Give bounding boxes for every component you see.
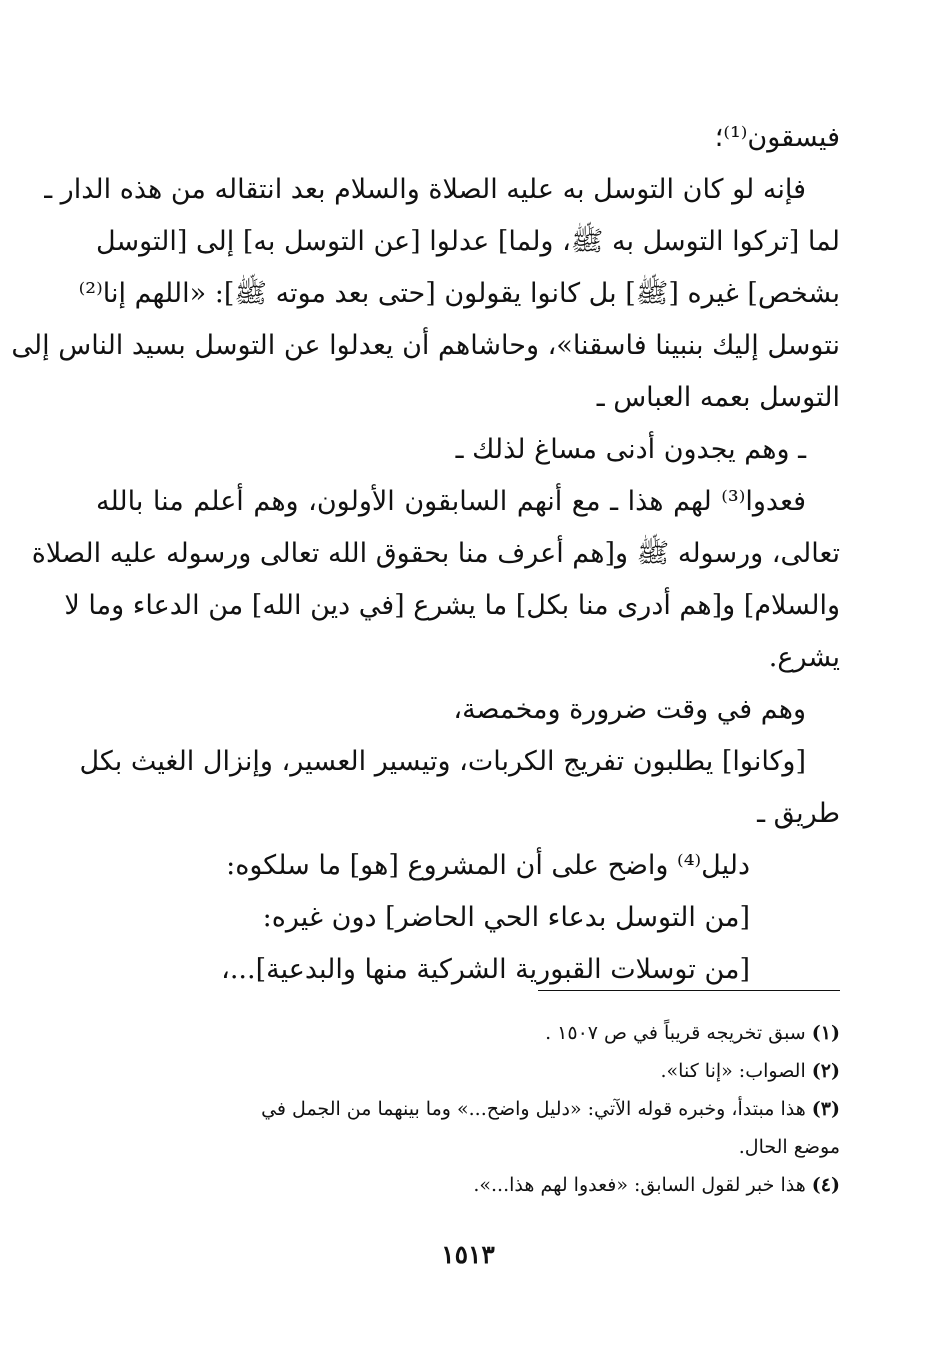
footnotes	[96, 1014, 840, 1204]
body-line-16: [من التوسل بدعاء الحي الحاضر] دون غيره:	[262, 902, 750, 933]
body-line-8: فعدوا⁽³⁾ لهم هذا ـ مع أنهم السابقون الأولون، وهم أعلم منا بالله	[96, 486, 806, 517]
body-line-6: التوسل بعمه العباس ـ	[596, 382, 840, 413]
page-number: ١٥١٣	[441, 1240, 495, 1269]
footnote-separator	[538, 990, 840, 991]
footnote-text: هذا مبتدأ، وخبره قوله الآتي: «دليل واضح...» وما بينهما من الجمل في	[261, 1098, 806, 1120]
footnote-text: هذا خبر لقول السابق: «فعدوا لهم هذا...».	[473, 1174, 806, 1196]
body-line-13: [وكانوا] يطلبون تفريج الكربات، وتيسير العسير، وإنزال الغيث بكل	[79, 746, 806, 777]
footnote-1	[96, 1014, 840, 1052]
footnote-number: (٣)	[811, 1098, 840, 1120]
body-line-10: والسلام] و[هم أدرى منا بكل] ما يشرع [في دين الله] من الدعاء وما لا	[64, 590, 840, 621]
body-line-3: لما [تركوا التوسل به ﷺ، ولما] عدلوا [عن التوسل به] إلى [التوسل	[96, 226, 840, 257]
footnote-text: الصواب: «إنا كنا».	[660, 1060, 806, 1082]
body-line-15: دليل⁽⁴⁾ واضح على أن المشروع [هو] ما سلكوه:	[226, 850, 750, 881]
footnote-number: (١)	[811, 1022, 840, 1044]
body-line-4: بشخص] غيره [ﷺ] بل كانوا يقولون [حتى بعد موته ﷺ]: «اللهم إنا⁽²⁾	[78, 278, 840, 309]
footnote-text: سبق تخريجه قريباً في ص ١٥٠٧ .	[545, 1022, 806, 1044]
body-line-12: وهم في وقت ضرورة ومخمصة،	[453, 694, 806, 725]
footnote-4	[96, 1166, 840, 1204]
footnote-number: (٤)	[811, 1174, 840, 1196]
footnote-2	[96, 1052, 840, 1090]
body-line-2: فإنه لو كان التوسل به عليه الصلاة والسلام بعد انتقاله من هذه الدار ـ	[44, 174, 806, 205]
footnote-3	[96, 1090, 840, 1128]
main-text	[11, 112, 840, 996]
body-line-17: [من توسلات القبورية الشركية منها والبدعية]...،	[221, 954, 750, 985]
body-line-1: فيسقون⁽¹⁾؛	[714, 122, 840, 153]
footnote-3-continued	[96, 1128, 840, 1166]
body-line-11: يشرع.	[768, 642, 840, 673]
body-line-14: طريق ـ	[757, 798, 840, 829]
body-line-5: نتوسل إليك بنبينا فاسقنا»، وحاشاهم أن يعدلوا عن التوسل بسيد الناس إلى	[11, 330, 840, 361]
footnote-number: (٢)	[811, 1060, 840, 1082]
body-line-9: تعالى، ورسوله ﷺ و[هم أعرف منا بحقوق الله تعالى ورسوله عليه الصلاة	[31, 538, 840, 569]
footnote-text: موضع الحال.	[738, 1136, 840, 1158]
body-line-7: ـ وهم يجدون أدنى مساغ لذلك ـ	[455, 434, 806, 465]
